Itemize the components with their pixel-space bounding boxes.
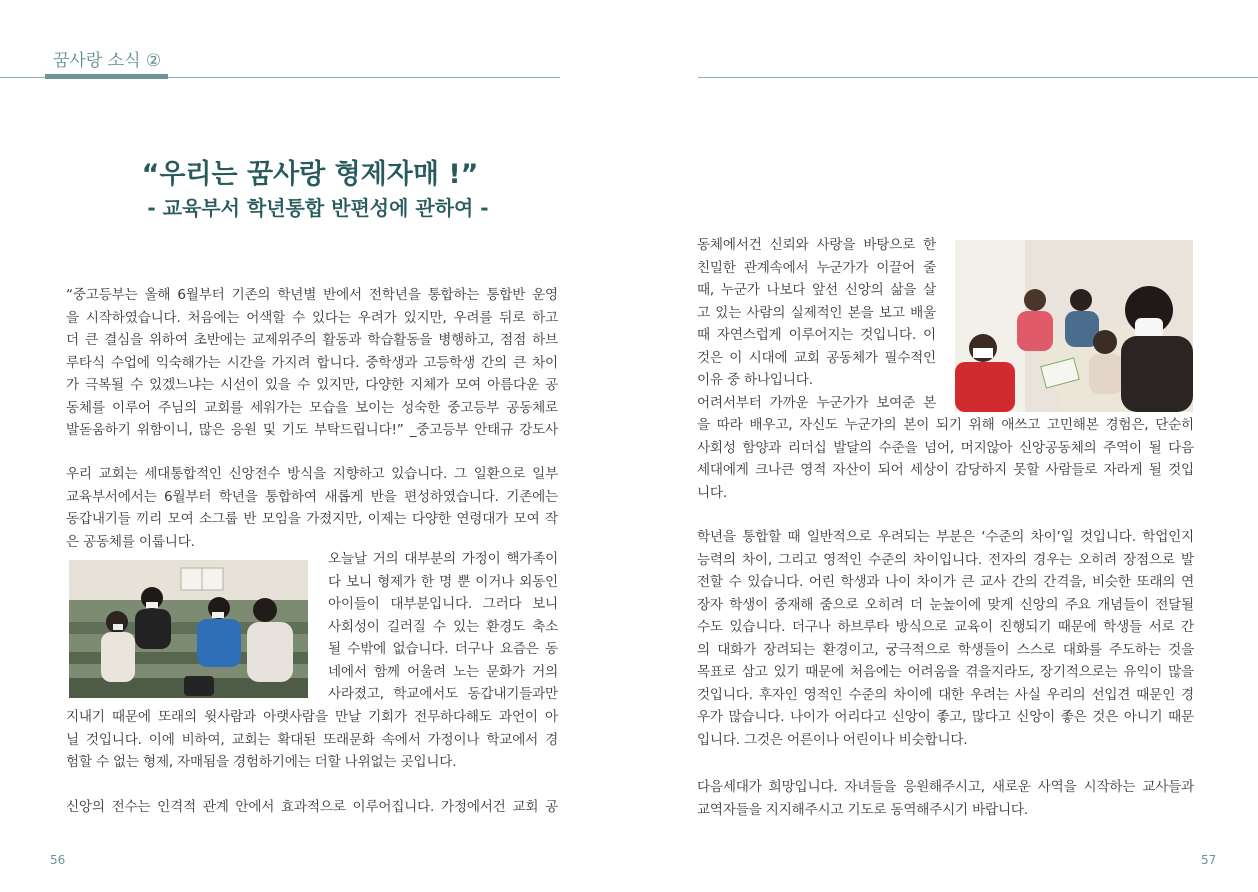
- text-line: 입니다. 그것은 어른이나 어린이나 비슷합니다.: [697, 731, 968, 748]
- text-line: 우가 많습니다. 나이가 어리다고 신앙이 좋고, 많다고 신앙이 좋은 것은 아니기 때문: [697, 709, 1194, 725]
- text-line: 능력의 차이, 그리고 영적인 수준의 차이입니다. 전자의 경우는 오히려 장점으로 발: [697, 551, 1194, 568]
- left-paragraph-3-side: [328, 548, 558, 706]
- right-paragraph-1-side: [697, 234, 936, 414]
- text-line: 을 시작하였습니다. 처음에는 어색할 수 있다는 우려가 있지만, 우려를 뒤로 하고: [66, 309, 558, 326]
- classroom-photo: [69, 560, 308, 698]
- text-line: 가 극복될 수 있겠느냐는 시선이 있을 수 있지만, 다양한 지체가 모여 아름다운 공: [66, 377, 558, 393]
- text-line: 동체에서건 신뢰와 사랑을 바탕으로 한: [697, 237, 936, 253]
- text-line: 교역자들을 지지해주시고 기도로 동역해주시기 바랍니다.: [697, 801, 1028, 818]
- text-line: 신앙의 전수는 인격적 관계 안에서 효과적으로 이루어집니다. 가정에서건 교회 공: [66, 799, 558, 815]
- section-label: 꿈사랑 소식 ②: [53, 51, 162, 71]
- text-line: 더 큰 결심을 위하여 초반에는 교제위주의 활동과 학습활동을 병행하고, 점점 하브: [66, 332, 558, 348]
- text-line: 사회성 함양과 리더십 발달의 수준을 넘어, 머지않아 신앙공동체의 주역이 될 다음: [697, 439, 1194, 456]
- text-line: 사회성이 길러질 수 있는 환경도 축소: [328, 618, 558, 635]
- text-line: 오늘날 거의 대부분의 가정이 핵가족이: [328, 551, 558, 567]
- text-line: 것입니다. 후자인 영적인 수준의 차이에 대한 우려는 사실 우리의 선입견 때문인 경: [697, 686, 1194, 703]
- text-line: 장자 학생이 중재해 줌으로 오히려 더 눈높이에 맞게 신앙의 주요 개념들이 전달될: [697, 596, 1194, 613]
- text-line: 될 수밖에 없습니다. 더구나 요즘은 동: [328, 641, 558, 657]
- text-line: 다 보니 형제가 한 명 뿐 이거나 외동인: [328, 573, 558, 590]
- text-line: 네에서 함께 어울려 노는 문화가 거의: [328, 663, 558, 680]
- header-rule-accent: [45, 74, 168, 79]
- text-line: 은 공동체를 이룹니다.: [66, 533, 195, 550]
- text-line: 때, 누군가 나보다 앞선 신앙의 삶을 살: [697, 282, 936, 298]
- text-line: 교육부서에서는 6월부터 학년을 통합하여 새롭게 반을 편성하였습니다. 기존에는: [66, 488, 558, 505]
- page-number-right: 57: [1201, 853, 1217, 867]
- text-line: 발돋움하기 위함이니, 많은 응원 및 기도 부탁드립니다!” _중고등부 안태규 강도사: [66, 422, 558, 438]
- article-subtitle: - 교육부서 학년통합 반편성에 관하여 -: [147, 196, 489, 220]
- text-line: 사라졌고, 학교에서도 동갑내기들과만: [328, 686, 558, 702]
- text-line: 전할 수 있습니다. 어린 학생과 나이 차이가 큰 교사 간의 간격을, 비슷한 또래의 연: [697, 574, 1194, 590]
- text-line: 험할 수 없는 형제, 자매됨을 경험하기에는 더할 나위없는 곳입니다.: [66, 754, 457, 770]
- right-paragraph-2: [697, 526, 1194, 751]
- text-line: 루타식 수업에 익숙해가는 시간을 가지려 합니다. 중학생과 고등학생 간의 큰 차이: [66, 354, 558, 371]
- text-line: 닐 것입니다. 이에 비하여, 교회는 확대된 또래문화 속에서 가정이나 학교에서 경: [66, 731, 558, 748]
- text-line: 것은 이 시대에 교회 공동체가 필수적인: [697, 349, 936, 366]
- text-line: 친밀한 관계속에서 누군가가 이끌어 줄: [697, 259, 936, 276]
- text-line: 수도 있습니다. 더구나 하브루타 방식으로 교육이 진행되기 때문에 학생들 서로 간: [697, 619, 1194, 635]
- text-line: 아이들이 대부분입니다. 그러다 보니: [328, 596, 558, 612]
- text-line: 세대에게 크나큰 영적 자산이 되어 세상이 감당하지 못할 사람들로 자라게 될 것입: [697, 462, 1194, 478]
- article-title: “우리는 꿈사랑 형제자매 !”: [141, 159, 479, 190]
- text-line: 동체를 이루어 주님의 교회를 세워가는 모습을 보이는 성숙한 중고등부 공동체로: [66, 399, 558, 416]
- left-paragraph-4: [66, 796, 558, 819]
- text-line: “중고등부는 올해 6월부터 기존의 학년별 반에서 전학년을 통합하는 통합반 운영: [66, 287, 558, 303]
- right-paragraph-3: [697, 776, 1194, 821]
- left-paragraph-3-full: [66, 706, 558, 774]
- text-line: 어려서부터 가까운 누군가가 보여준 본: [697, 394, 936, 411]
- text-line: 학년을 통합할 때 일반적으로 우려되는 부분은 ‘수준의 차이’일 것입니다. 학업인지: [697, 529, 1194, 545]
- right-paragraph-1-full: [697, 414, 1194, 504]
- page-number-left: 56: [50, 853, 66, 867]
- text-line: 고 있는 사람의 실제적인 본을 보고 배울: [697, 304, 936, 321]
- text-line: 목표로 삼고 있기 때문에 처음에는 어려움을 겪을지라도, 장기적으로는 유익이 많을: [697, 664, 1194, 680]
- text-line: 이유 중 하나입니다.: [697, 372, 813, 388]
- text-line: 을 따라 배우고, 자신도 누군가의 본이 되기 위해 애쓰고 고민해본 경험은, 단순히: [697, 417, 1194, 433]
- text-line: 의 대화가 장려되는 환경이고, 궁극적으로 학생들이 스스로 대화를 주도하는 것을: [697, 641, 1194, 658]
- group-selfie-photo: [955, 240, 1193, 412]
- classroom-photo-illustration: [69, 560, 308, 698]
- text-line: 우리 교회는 세대통합적인 신앙전수 방식을 지향하고 있습니다. 그 일환으로 일부: [66, 466, 558, 482]
- text-line: 니다.: [697, 484, 727, 501]
- text-line: 지내기 때문에 또래의 윗사람과 아랫사람을 만날 기회가 전무하다해도 과언이 아: [66, 709, 558, 725]
- text-line: 동갑내기들 끼리 모여 소그룹 반 모임을 가졌지만, 이제는 다양한 연령대가 모여 작: [66, 511, 558, 527]
- header-rule-right: [698, 77, 1258, 78]
- left-paragraph-1: [66, 284, 558, 442]
- group-selfie-illustration: [955, 240, 1193, 412]
- left-paragraph-2: [66, 463, 558, 553]
- text-line: 때 자연스럽게 이루어지는 것입니다. 이: [697, 327, 936, 343]
- text-line: 다음세대가 희망입니다. 자녀들을 응원해주시고, 새로운 사역을 시작하는 교사들과: [697, 779, 1194, 795]
